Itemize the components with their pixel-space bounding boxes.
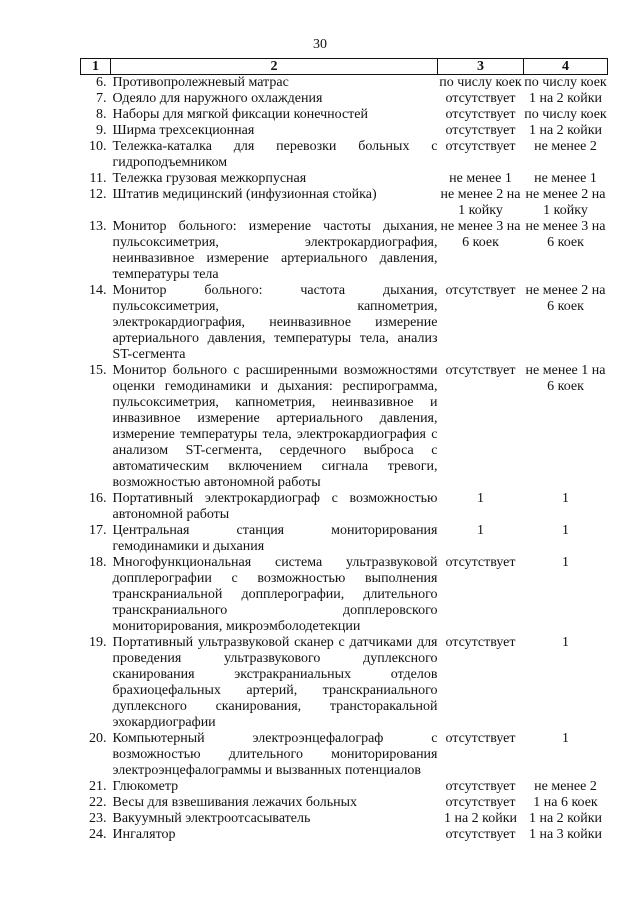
item-name: Компьютерный электроэнцефалограф с возможностью длительного мониторирования электроэнцефалограммы и вызванных потенциалов	[112, 731, 438, 778]
item-name: Ширма трехсекционная	[112, 123, 255, 138]
row-number: 14.	[89, 283, 107, 298]
value-col-3: отсутствует	[445, 635, 516, 650]
item-name: Ингалятор	[112, 827, 176, 842]
item-name: Вакуумный электроотсасыватель	[112, 811, 311, 826]
row-number: 7.	[96, 91, 107, 106]
row-number: 22.	[89, 795, 107, 810]
table-row	[81, 75, 608, 92]
row-number: 9.	[96, 123, 107, 138]
value-col-4: не менее 3 на 6 коек	[525, 219, 606, 250]
item-name: Штатив медицинский (инфузионная стойка)	[112, 187, 377, 202]
row-number: 20.	[89, 731, 107, 746]
row-number: 13.	[89, 219, 107, 234]
item-name: Одеяло для наружного охлаждения	[112, 91, 323, 106]
value-col-3: 1	[477, 523, 484, 538]
value-col-3: отсутствует	[445, 283, 516, 298]
item-name: Весы для взвешивания лежачих больных	[112, 795, 358, 810]
row-number: 17.	[89, 523, 107, 538]
row-number: 19.	[89, 635, 107, 650]
value-col-4: 1	[562, 555, 569, 570]
value-col-3: не менее 1	[449, 171, 512, 186]
value-col-4: 1	[562, 635, 569, 650]
value-col-3: отсутствует	[445, 139, 516, 154]
header-col-2: 2	[111, 59, 438, 75]
value-col-3: 1	[477, 491, 484, 506]
row-number: 6.	[96, 75, 107, 90]
value-col-3: по числу коек	[439, 75, 522, 90]
value-col-4: 1 на 3 койки	[528, 827, 603, 842]
page-number: 30	[313, 37, 327, 52]
value-col-4: 1 на 2 койки	[528, 123, 603, 138]
row-number: 18.	[89, 555, 107, 570]
value-col-4: не менее 2	[534, 779, 597, 794]
table-row	[81, 555, 608, 635]
value-col-3: отсутствует	[445, 731, 516, 746]
header-col-1: 1	[81, 59, 111, 75]
value-col-3: отсутствует	[445, 91, 516, 106]
row-number: 24.	[89, 827, 107, 842]
header-col-3: 3	[438, 59, 524, 75]
value-col-4: 1 на 2 койки	[528, 91, 603, 106]
item-name: Противопролежневый матрас	[112, 75, 289, 90]
table-row	[81, 779, 608, 795]
item-name: Портативный ультразвуковой сканер с датчиками для проведения ультразвукового дуплексного сканирования экстракраниальных отделов брахиоцефальных артерий, транскраниального дуплексного сканирования, трансторакальной эхокардиографии	[112, 635, 438, 730]
value-col-4: по числу коек	[524, 107, 607, 122]
item-name: Наборы для мягкой фиксации конечностей	[112, 107, 368, 122]
row-number: 23.	[89, 811, 107, 826]
row-number: 15.	[89, 363, 107, 378]
item-name: Глюкометр	[112, 779, 179, 794]
table-row	[81, 795, 608, 811]
value-col-4: по числу коек	[524, 75, 607, 90]
table-row	[81, 523, 608, 555]
value-col-3: отсутствует	[445, 827, 516, 842]
row-number: 16.	[89, 491, 107, 506]
item-name: Многофункциональная система ультразвуковой допплерографии с возможностью выполнения транскраниальной допплерографии, длительного транскраниального допплеровского мониторирования, микроэмболодетекции	[112, 555, 438, 634]
table-row	[81, 811, 608, 827]
value-col-3: отсутствует	[445, 107, 516, 122]
value-col-4: не менее 1	[534, 171, 597, 186]
value-col-3: отсутствует	[445, 555, 516, 570]
table-row	[81, 219, 608, 283]
table-row	[81, 171, 608, 187]
value-col-4: 1	[562, 731, 569, 746]
value-col-3: отсутствует	[445, 795, 516, 810]
row-number: 11.	[89, 171, 107, 186]
row-number: 8.	[96, 107, 107, 122]
table-row	[81, 139, 608, 171]
item-name: Монитор больного: измерение частоты дыхания, пульсоксиметрия, электрокардиография, неинвазивное измерение артериального давления, температуры тела	[112, 219, 438, 282]
value-col-4: 1	[562, 523, 569, 538]
table-row	[81, 91, 608, 107]
item-name: Монитор больного с расширенными возможностями оценки гемодинамики и дыхания: респирограмма, пульсоксиметрия, капнометрия, неинвазивное и инвазивное измерение артериального давления, измерение температуры тела, электрокардиография с анализом ST-сегмента, сердечного выброса с автоматическим включением сигнала тревоги, возможностью автономной работы	[112, 363, 438, 490]
item-name: Тележка-каталка для перевозки больных с гидроподъемником	[112, 139, 438, 170]
item-name: Портативный электрокардиограф с возможностью автономной работы	[112, 491, 438, 522]
value-col-4: 1 на 2 койки	[528, 811, 603, 826]
value-col-3: не менее 2 на 1 койку	[440, 187, 521, 218]
table-header-row	[81, 59, 608, 75]
item-name: Тележка грузовая межкорпусная	[112, 171, 307, 186]
item-name: Центральная станция мониторирования гемодинамики и дыхания	[112, 523, 438, 554]
table-row	[81, 123, 608, 139]
table-row	[81, 107, 608, 123]
value-col-4: не менее 2	[534, 139, 597, 154]
value-col-3: отсутствует	[445, 779, 516, 794]
table-row	[81, 635, 608, 731]
item-name: Монитор больного: частота дыхания, пульсоксиметрия, капнометрия, электрокардиография, неинвазивное измерение артериального давления, температуры тела, анализ ST-сегмента	[112, 283, 438, 362]
table-row	[81, 731, 608, 779]
value-col-4: не менее 1 на 6 коек	[525, 363, 606, 394]
equipment-table	[80, 58, 608, 843]
value-col-4: 1	[562, 491, 569, 506]
value-col-4: не менее 2 на 1 койку	[525, 187, 606, 218]
table-row	[81, 827, 608, 843]
row-number: 12.	[89, 187, 107, 202]
table-row	[81, 283, 608, 363]
value-col-4: не менее 2 на 6 коек	[525, 283, 606, 314]
value-col-3: отсутствует	[445, 123, 516, 138]
value-col-4: 1 на 6 коек	[533, 795, 598, 810]
value-col-3: 1 на 2 койки	[443, 811, 518, 826]
header-col-4: 4	[524, 59, 608, 75]
table-row	[81, 363, 608, 491]
value-col-3: отсутствует	[445, 363, 516, 378]
table-row	[81, 187, 608, 219]
row-number: 10.	[89, 139, 107, 154]
value-col-3: не менее 3 на 6 коек	[440, 219, 521, 250]
row-number: 21.	[89, 779, 107, 794]
table-row	[81, 491, 608, 523]
